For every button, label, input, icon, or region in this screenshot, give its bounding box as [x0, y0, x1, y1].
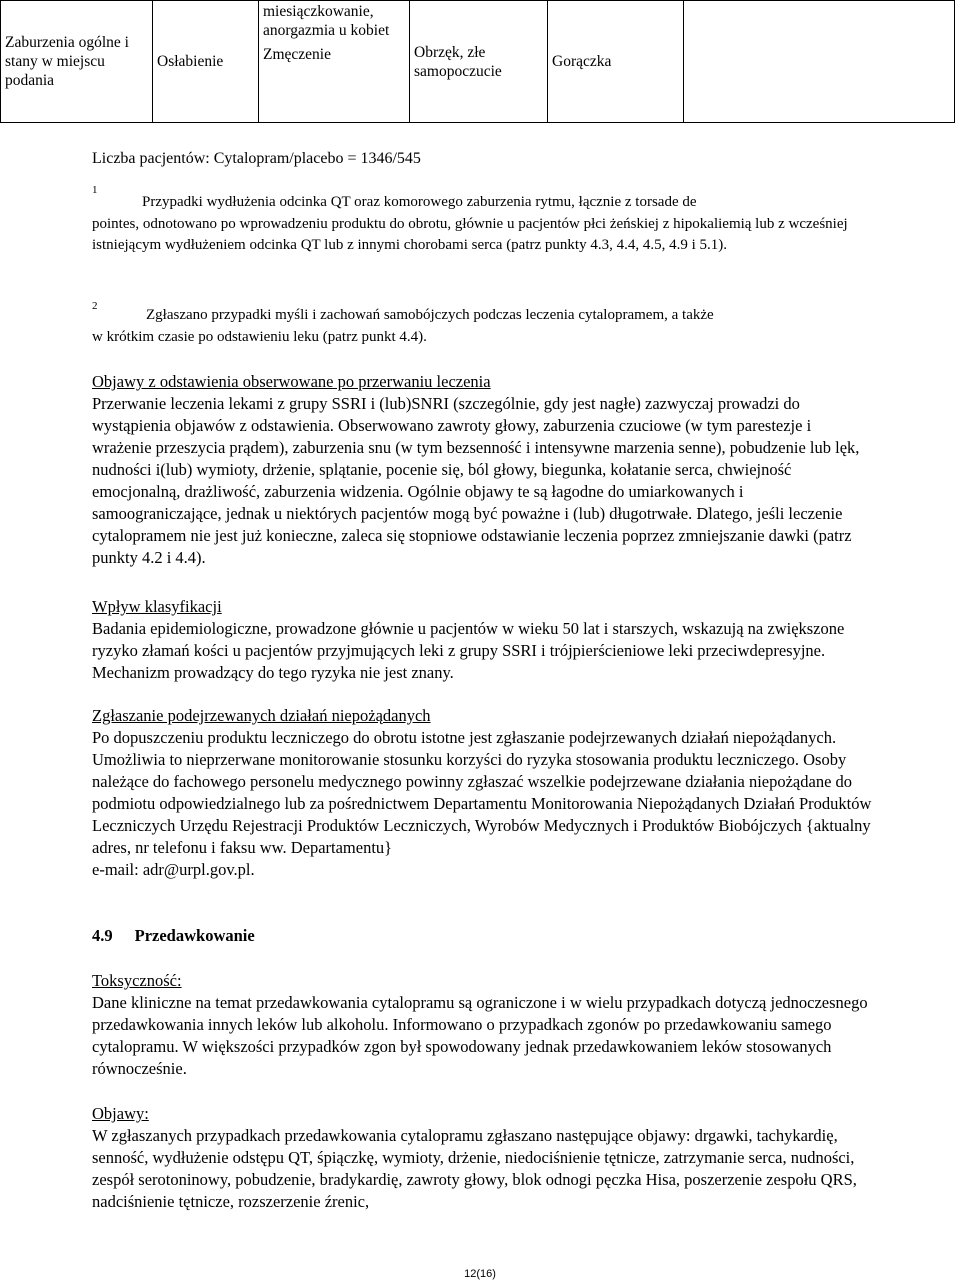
footnote-mark: 2	[92, 300, 98, 312]
page-number: 12(16)	[464, 1268, 496, 1280]
footnote-mark: 1	[92, 184, 98, 196]
section-text: Badania epidemiologiczne, prowadzone głównie u pacjentów w wieku 50 lat i starszych, wskazują na zwiększone ryzyko złamań kości u pacjentów przyjmujących leki z grupy SSRI i trójpierścieniowe leki przeciwdepresyjne. Mechanizm prowadzący do tego ryzyka nie jest znany.	[92, 619, 845, 682]
footnote-first-line: Przypadki wydłużenia odcinka QT oraz komorowego zaburzenia rytmu, łącznie z torsade de	[142, 194, 697, 210]
section-heading: Objawy:	[92, 1104, 149, 1123]
section-title: Przedawkowanie	[134, 926, 255, 945]
cell-continuation-text: miesiączkowanie, anorgazmia u kobiet	[263, 3, 390, 39]
section-heading: Zgłaszanie podejrzewanych działań niepożądanych	[92, 706, 431, 725]
symptoms-section	[92, 1103, 872, 1213]
table-cell	[259, 1, 410, 123]
footnote-first-line: Zgłaszano przypadki myśli i zachowań samobójczych podczas leczenia cytalopramem, a także	[146, 307, 714, 323]
adverse-events-table	[0, 0, 955, 123]
table-row	[1, 1, 955, 123]
footnote-rest: pointes, odnotowano po wprowadzeniu produktu do obrotu, głównie u pacjentów płci żeńskiej z hipokaliemią lub z wcześniej istniejącym wydłużeniem odcinka QT lub z innymi chorobami serca (patrz punkty 4.3, 4.4, 4.5, 4.9 i 5.1).	[92, 215, 848, 253]
table-cell: Gorączka	[548, 1, 684, 123]
reporting-section	[92, 705, 872, 881]
section-text: Dane kliniczne na temat przedawkowania cytalopramu są ograniczone i w wielu przypadkach dotyczą jednoczesnego przedawkowania innych leków lub alkoholu. Informowano o przypadkach zgonów po przedawkowaniu samego cytalopramu. W większości przypadków zgon był spowodowany jednak przedawkowaniem leków stosowanych równocześnie.	[92, 993, 868, 1078]
table-cell: Obrzęk, złe samopoczucie	[410, 1, 548, 123]
section-heading: Toksyczność:	[92, 971, 182, 990]
footnote-1	[92, 192, 882, 257]
footnote-2	[92, 305, 882, 348]
section-heading: Objawy z odstawienia obserwowane po przerwaniu leczenia	[92, 372, 491, 391]
section-text: Przerwanie leczenia lekami z grupy SSRI i (lub)SNRI (szczególnie, gdy jest nagłe) zazwyczaj prowadzi do wystąpienia objawów z odstawienia. Obserwowano zawroty głowy, zaburzenia czuciowe (w tym parestezje i wrażenie przeszycia prądem), zaburzenia snu (w tym bezsenność i intensywne marzenia senne), pobudzenie lub lęk, nudności i(lub) wymioty, drżenie, splątanie, pocenie się, ból głowy, biegunka, kołatanie serca, chwiejność emocjonalną, drażliwość, zaburzenia widzenia. Ogólnie objawy te są łagodne do umiarkowanych i samoograniczające, jednak u niektórych pacjentów mogą być poważne i (lub) długotrwałe. Dlatego, jeśli leczenie cytalopramem nie jest już konieczne, zaleca się stopniowe odstawianie leczenia poprzez zmniejszanie dawki (patrz punkty 4.2 i 4.4).	[92, 394, 860, 567]
section-heading-4-9	[92, 925, 872, 947]
category-cell: Zaburzenia ogólne i stany w miejscu podania	[1, 1, 153, 123]
table-cell	[684, 1, 955, 123]
table-cell: Osłabienie	[153, 1, 259, 123]
section-number: 4.9	[92, 926, 113, 945]
class-effect-section	[92, 596, 872, 684]
toxicity-section	[92, 970, 872, 1080]
section-heading: Wpływ klasyfikacji	[92, 597, 222, 616]
cell-text: Zmęczenie	[263, 46, 331, 63]
email-line: e-mail: adr@urpl.gov.pl.	[92, 860, 255, 879]
patients-count: Liczba pacjentów: Cytalopram/placebo = 1346/545	[92, 150, 421, 167]
section-text: Po dopuszczeniu produktu leczniczego do obrotu istotne jest zgłaszanie podejrzewanych działań niepożądanych. Umożliwia to nieprzerwane monitorowanie stosunku korzyści do ryzyka stosowania produktu leczniczego. Osoby należące do fachowego personelu medycznego powinny zgłaszać wszelkie podejrzewane działania niepożądane do podmiotu odpowiedzialnego lub za pośrednictwem Departamentu Monitorowania Niepożądanych Działań Produktów Leczniczych Urzędu Rejestracji Produktów Leczniczych, Wyrobów Medycznych i Produktów Biobójczych {aktualny adres, nr telefonu i faksu ww. Departamentu}	[92, 728, 872, 857]
withdrawal-section	[92, 371, 872, 569]
section-text: W zgłaszanych przypadkach przedawkowania cytalopramu zgłaszano następujące objawy: drgawki, tachykardię, senność, wydłużenie odstępu QT, śpiączkę, wymioty, drżenie, niedociśnienie tętnicze, zatrzymanie serca, nudności, zespół serotoninowy, pobudzenie, bradykardię, zawroty głowy, blok odnogi pęczka Hisa, poszerzenie zespołu QRS, nadciśnienie tętnicze, rozszerzenie źrenic,	[92, 1126, 857, 1211]
footnote-rest: w krótkim czasie po odstawieniu leku (patrz punkt 4.4).	[92, 328, 427, 345]
